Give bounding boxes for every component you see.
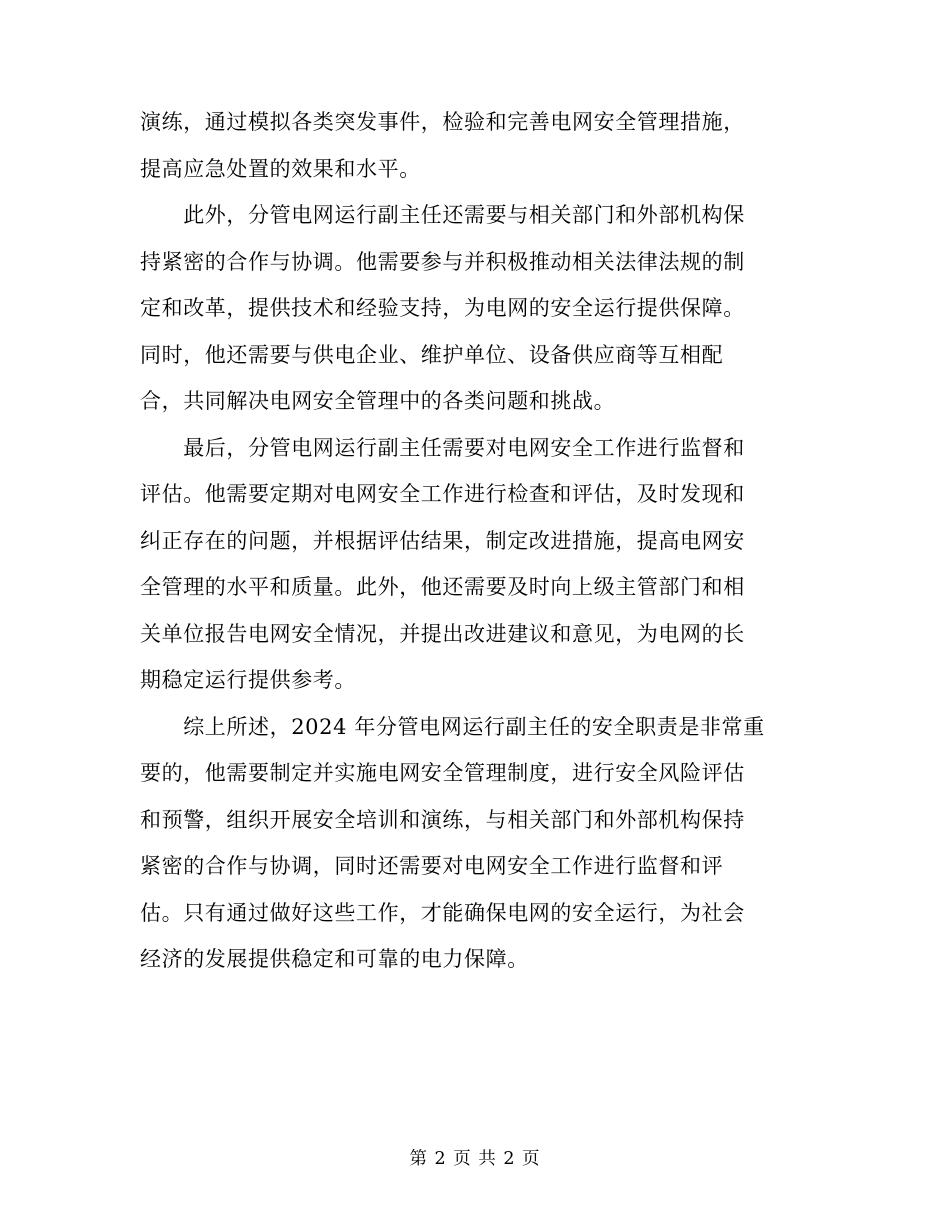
text-line: 经济的发展提供稳定和可靠的电力保障。 [140,947,529,971]
text-line: 综上所述，2024 年分管电网运行副主任的安全职责是非常重 [140,714,765,739]
text-line: 同时，他还需要与供电企业、维护单位、设备供应商等互相配 [140,342,724,367]
text-line: 全管理的水平和质量。此外，他还需要及时向上级主管部门和相 [140,575,745,599]
text-line: 要的，他需要制定并实施电网安全管理制度，进行安全风险评估 [140,761,745,785]
text-line: 估。只有通过做好这些工作，才能确保电网的安全运行，为社会 [140,900,745,925]
text-line: 评估。他需要定期对电网安全工作进行检查和评估，及时发现和 [140,482,745,506]
text-line: 演练，通过模拟各类突发事件，检验和完善电网安全管理措施， [140,110,745,134]
page-number-footer: 第 2 页 共 2 页 [409,1149,541,1169]
text-line: 关单位报告电网安全情况，并提出改进建议和意见，为电网的长 [140,621,745,646]
text-line: 和预警，组织开展安全培训和演练，与相关部门和外部机构保持 [140,807,745,832]
document-body [140,99,805,983]
text-line: 持紧密的合作与协调。他需要参与并积极推动相关法律法规的制 [140,249,745,274]
text-line: 紧密的合作与协调，同时还需要对电网安全工作进行监督和评 [140,854,724,878]
text-line: 提高应急处置的效果和水平。 [140,156,421,181]
text-line: 此外，分管电网运行副主任还需要与相关部门和外部机构保 [140,203,745,227]
text-line: 合，共同解决电网安全管理中的各类问题和挑战。 [140,389,616,413]
text-line: 纠正存在的问题，并根据评估结果，制定改进措施，提高电网安 [140,528,745,553]
text-line: 最后，分管电网运行副主任需要对电网安全工作进行监督和 [140,435,745,460]
text-line: 期稳定运行提供参考。 [140,668,356,692]
text-line: 定和改革，提供技术和经验支持，为电网的安全运行提供保障。 [140,296,745,320]
